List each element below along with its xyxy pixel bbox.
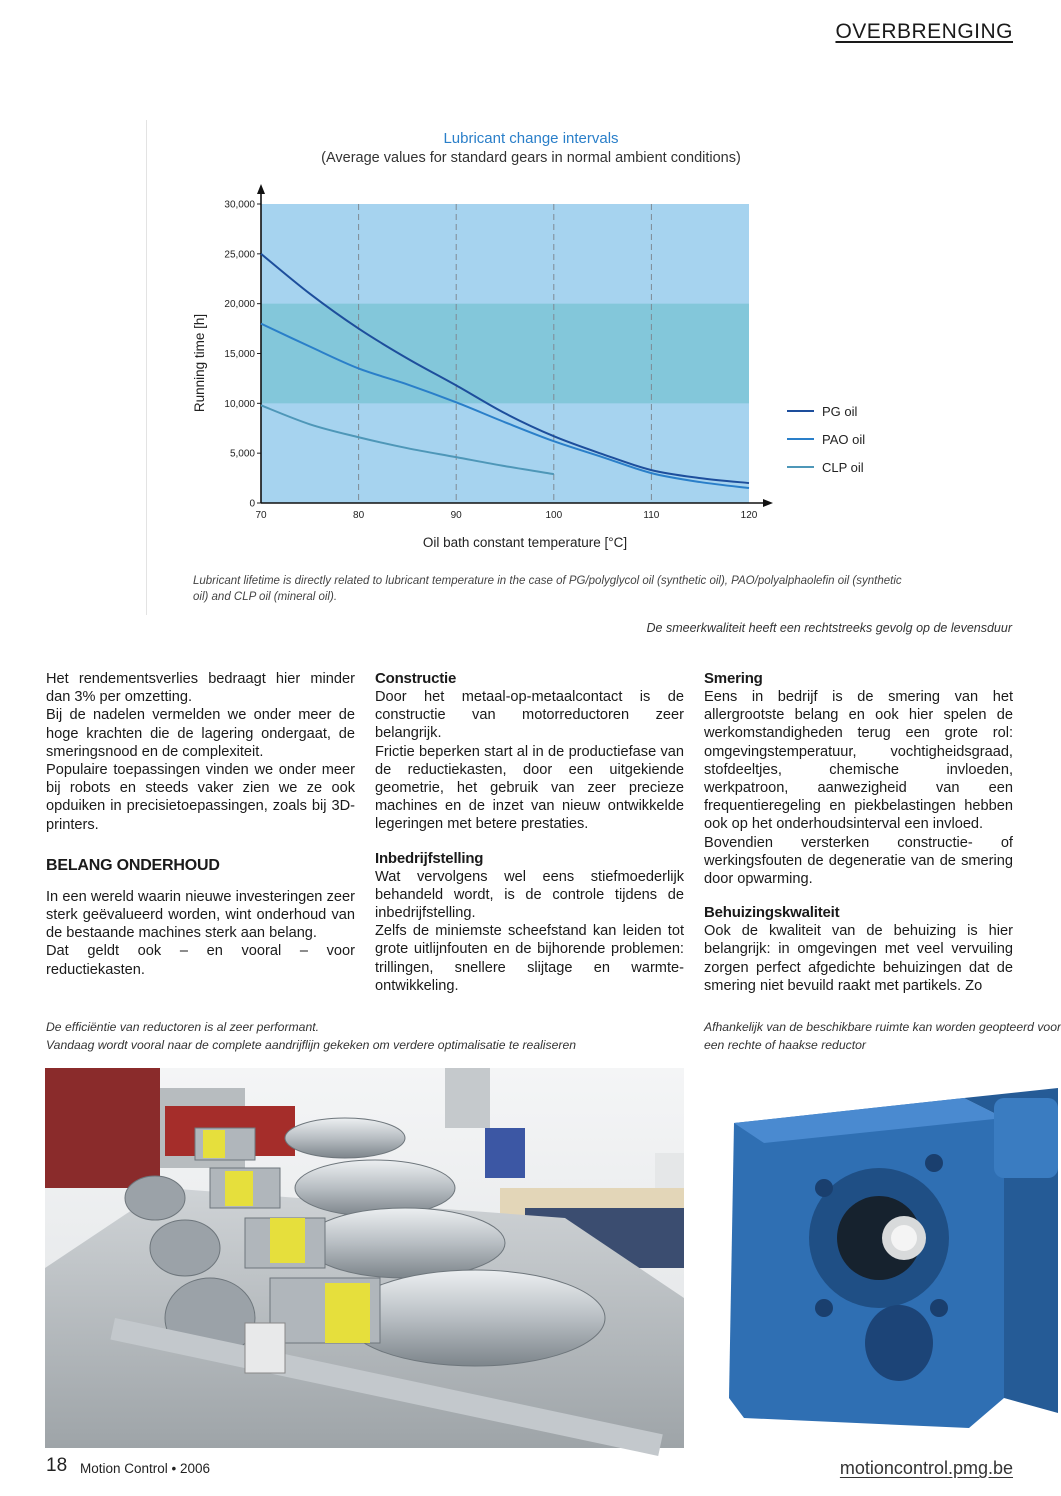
paragraph: In een wereld waarin nieuwe investeringen zeer sterk geëvalueerd worden, wint onderhoud van de bestaande machines sterk aan belang. bbox=[46, 888, 355, 942]
subheading: Inbedrijfstelling bbox=[375, 849, 484, 867]
paragraph: Populaire toepassingen vinden we onder meer bij robots en steeds vaker zien we ze ook opduiken in precisietoepassingen, zoals bij 3D-printers. bbox=[46, 762, 355, 833]
x-tick-label: 80 bbox=[353, 510, 365, 521]
paragraph: Dat geldt ook – en vooral – voor reductiekasten. bbox=[46, 943, 355, 978]
paragraph: Door het metaal-op-metaalcontact is de constructie van motorreductoren zeer belangrijk. bbox=[375, 689, 684, 742]
lubricant-chart bbox=[147, 120, 866, 615]
paragraph: Zelfs de miniemste scheefstand kan leiden tot grote uitlijnfouten en de bijhorende problemen: trillingen, snellere slijtage en warmte-ontwikkeling. bbox=[375, 923, 684, 994]
legend-label: PG oil bbox=[822, 404, 858, 419]
y-tick-label: 15,000 bbox=[224, 349, 255, 360]
figure-caption: De smeerkwaliteit heeft een rechtstreeks gevolg op de levensduur bbox=[646, 621, 1012, 635]
magazine-name: Motion Control • 2006 bbox=[80, 1461, 211, 1476]
paragraph: Bovendien versterken constructie- of werkingsfouten de degeneratie van de smering door opwarming. bbox=[704, 834, 1013, 888]
gear-reductor-photo bbox=[704, 1068, 1058, 1448]
paragraph: Frictie beperken start al in de productiefase van de reductiekasten, door een uitgekiende geometrie, het gebruik van zeer precieze machines en de inzet van nieuw ontwikkelde legeringen met betere prestaties. bbox=[375, 743, 684, 833]
paragraph: Wat vervolgens wel eens stiefmoederlijk behandeld wordt, is de controle tijdens de inbedrijfstelling. bbox=[375, 868, 684, 922]
y-tick-label: 25,000 bbox=[224, 249, 255, 261]
section-title: OVERBRENGING bbox=[835, 20, 1013, 43]
x-tick-label: 100 bbox=[545, 510, 563, 521]
y-axis-label: Running time [h] bbox=[192, 313, 207, 413]
legend-label: CLP oil bbox=[822, 460, 864, 475]
highlight-band bbox=[261, 304, 749, 404]
legend-label: PAO oil bbox=[822, 432, 866, 447]
photo-caption-left: De efficiëntie van reductoren is al zeer performant. Vandaag wordt vooral naar de complete aandrijflijn gekeken om verdere optimalisatie te realiseren bbox=[46, 1020, 577, 1052]
y-tick-label: 5,000 bbox=[229, 448, 255, 460]
chart-figure bbox=[146, 120, 866, 615]
x-axis-arrow bbox=[763, 499, 773, 507]
paragraph: Eens in bedrijf is de smering van het allergrootste belang en ook hier spelen de werkomstandigheden terug een grote rol: omgevingstemperatuur, vochtigheidsgraad, stofdeeltjes, chemische invloeden, werkpatroon, aanwezigheid van een frequentieregeling en piekbelastingen hebben ook op het onderhoudsinterval een invloed. bbox=[704, 689, 1013, 833]
y-tick-label: 20,000 bbox=[224, 299, 255, 311]
y-tick-label: 0 bbox=[249, 498, 255, 510]
text-column-2 bbox=[375, 670, 684, 995]
x-tick-label: 120 bbox=[740, 510, 758, 521]
y-tick-label: 30,000 bbox=[224, 199, 255, 211]
photo-caption-right: Afhankelijk van de beschikbare ruimte kan worden geopteerd voor een rechte of haakse reductor bbox=[704, 1020, 1061, 1052]
text-column-1 bbox=[46, 670, 355, 979]
factory-machines-photo bbox=[45, 1068, 684, 1448]
text-column-3 bbox=[704, 670, 1013, 995]
website-link[interactable]: motioncontrol.pmg.be bbox=[839, 1458, 1013, 1478]
chart-title: Lubricant change intervals bbox=[443, 130, 619, 147]
paragraph: Bij de nadelen vermelden we onder meer de hoge krachten die de lagering ondergaat, de smeringsnood en de complexiteit. bbox=[46, 707, 355, 760]
chart-subtitle: (Average values for standard gears in normal ambient conditions) bbox=[321, 150, 741, 166]
page-number: 18 bbox=[46, 1455, 68, 1476]
paragraph: Ook de kwaliteit van de behuizing is hier belangrijk: in omgevingen met veel vervuiling zorgen perfect afgedichte behuizingen dat de smering niet bevuild raakt met partikels. Zo bbox=[704, 923, 1013, 994]
y-tick-label: 10,000 bbox=[224, 398, 255, 410]
x-tick-label: 90 bbox=[450, 510, 462, 521]
section-heading: BELANG ONDERHOUD bbox=[46, 856, 220, 874]
x-tick-label: 110 bbox=[643, 510, 660, 521]
subheading: Behuizingskwaliteit bbox=[704, 904, 840, 922]
subheading: Smering bbox=[704, 670, 763, 687]
paragraph: Het rendementsverlies bedraagt hier minder dan 3% per omzetting. bbox=[46, 671, 355, 706]
y-axis-arrow bbox=[257, 184, 265, 194]
x-tick-label: 70 bbox=[255, 510, 267, 521]
chart-caption: Lubricant lifetime is directly related to lubricant temperature in the case of PG/polyglycol oil (synthetic oil), PAO/polyalphaolefin oil (synthetic oil) and CLP oil (mineral oil). bbox=[193, 575, 902, 603]
x-axis-label: Oil bath constant temperature [°C] bbox=[422, 535, 628, 550]
subheading: Constructie bbox=[375, 670, 457, 687]
